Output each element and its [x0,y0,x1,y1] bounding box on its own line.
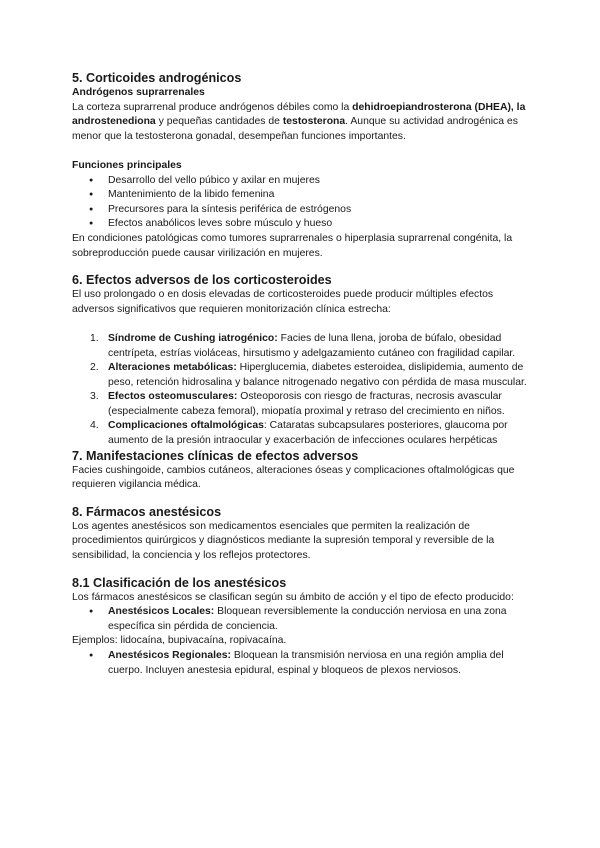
item-number: 4. [90,420,99,432]
section-5-title: 5. Corticoides androgénicos [72,71,242,85]
section-8-1-title: 8.1 Clasificación de los anestésicos [72,575,287,590]
text-run: y pequeñas cantidades de [155,116,283,128]
text-run: : Cataratas subcapsulares posteriores, glaucoma por aumento de la presión intraocular y exacerbación de infecciones oculares herpéticas [108,420,508,447]
item-number: 1. [90,332,99,344]
document-content [72,71,534,678]
text-run: Osteoporosis con riesgo de fracturas, necrosis avascular (especialmente cabeza femoral), miopatía proximal y retraso del crecimiento en niños. [108,391,505,417]
section-5-paragraph [72,101,534,145]
list-item [72,361,534,390]
text-run: Facies de luna llena, joroba de búfalo, obesidad centrípeta, estrías violáceas, hirsutismo y adelgazamiento cutáneo con fragilidad capilar. [108,332,516,359]
text-run: Bloquean la transmisión nerviosa en una región amplia del cuerpo. Incluyen anestesia epidural, espinal y bloqueos de plexos nerviosos. [108,650,504,676]
examples-text: Ejemplos: lidocaína, bupivacaína, ropivacaína. [72,635,287,647]
section-6-title: 6. Efectos adversos de los corticosteroides [72,273,332,288]
bold-term: Complicaciones oftalmológicas [108,420,264,432]
bold-term: Anestésicos Locales: [108,606,215,618]
item-number: 3. [90,391,99,403]
bold-term: testosterona [282,116,346,128]
bold-term: Anestésicos Regionales: [108,650,231,661]
list-item [72,605,534,634]
section-8-1-intro: Los fármacos anestésicos se clasifican según su ámbito de acción y el tipo de efecto producido: [72,591,514,603]
functions-title: Funciones principales [72,159,182,171]
section-8-title: 8. Fármacos anestésicos [72,504,222,519]
functions-list [72,174,534,232]
bold-term: Síndrome de Cushing iatrogénico: [108,332,278,344]
list-item [72,332,534,361]
list-item: ● Precursores para la síntesis periférica de estrógenos [72,203,534,218]
list-item: ● Mantenimiento de la libido femenina [72,188,534,203]
section-6-intro: El uso prolongado o en dosis elevadas de corticosteroides puede producir múltiples efectos adversos significativos que requieren monitorización clínica estrecha: [72,289,494,315]
text-run: Bloquean reversiblemente la conducción nerviosa en una zona específica sin pérdida de conciencia. [108,606,507,632]
bold-term: Alteraciones metabólicas: [108,362,237,374]
text-run: . Aunque su actividad androgénica es menor que la testosterona gonadal, desempeñan funciones importantes. [72,116,518,142]
text-run: Hiperglucemia, diabetes esteroidea, dislipidemia, aumento de peso, retención hidrosalina y balance nitrogenado negativo con pérdida de masa muscular. [108,362,527,388]
section-7-text: Facies cushingoide, cambios cutáneos, alteraciones óseas y complicaciones oftalmológicas que requieren vigilancia médica. [72,464,515,491]
anesthetic-types-list-2 [72,649,534,678]
section-7-title: 7. Manifestaciones clínicas de efectos adversos [72,448,359,463]
section-8-text: Los agentes anestésicos son medicamentos esenciales que permiten la realización de procedimientos quirúrgicos y diagnósticos mediante la supresión temporal y reversible de la sensibilidad, la conciencia y los reflejos protectores. [72,520,495,562]
list-item [72,390,534,419]
list-item [72,649,534,678]
section-5-subtitle: Andrógenos suprarrenales [72,87,205,98]
adverse-effects-list [72,332,534,449]
bold-term: dehidroepiandrosterona (DHEA), la androstenediona [72,101,526,128]
list-item [72,419,534,448]
list-item: ● Efectos anabólicos leves sobre músculo y hueso [72,217,534,232]
list-item: ● Desarrollo del vello púbico y axilar en mujeres [72,174,534,189]
anesthetic-types-list [72,605,534,634]
item-number: 2. [90,362,99,374]
bold-term: Efectos osteomusculares: [108,391,238,403]
section-5-closing: En condiciones patológicas como tumores suprarrenales o hiperplasia suprarrenal congénita, la sobreproducción puede causar virilización en mujeres. [72,232,513,259]
text-run: La corteza suprarrenal produce andrógenos débiles como la [72,101,353,113]
